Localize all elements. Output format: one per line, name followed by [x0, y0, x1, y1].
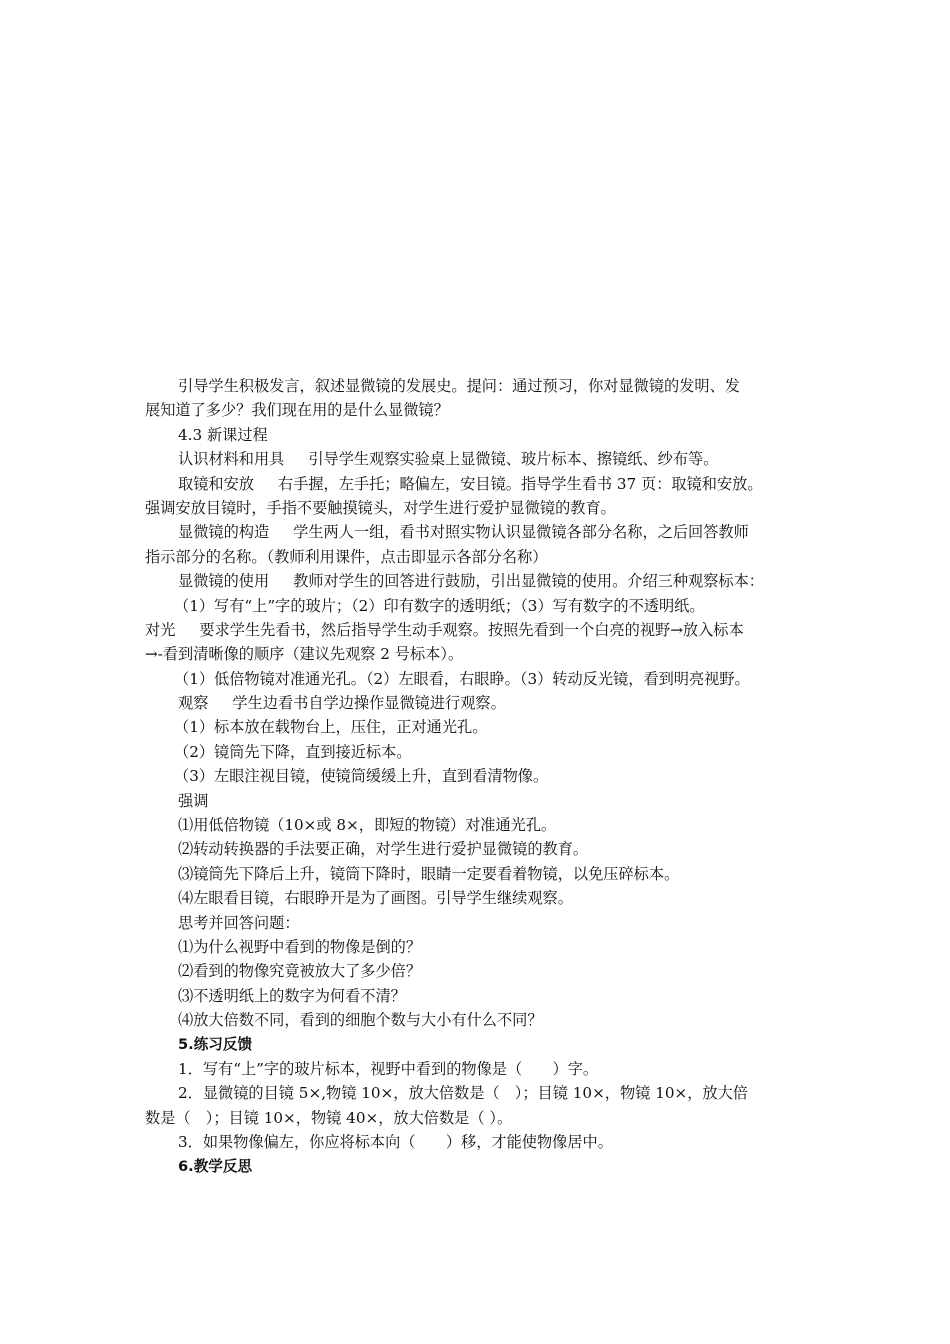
list-item: ⑷左眼看目镜，右眼睁开是为了画图。引导学生继续观察。 — [178, 889, 573, 908]
paragraph-label: 观察 — [178, 694, 209, 713]
list-item: ⑶镜筒先下降后上升，镜筒下降时，眼睛一定要看着物镜，以免压碎标本。 — [178, 864, 680, 883]
exercise-question: 1．写有“上”字的玻片标本，视野中看到的物像是（ ）字。 — [178, 1059, 599, 1078]
list-item: ⑴为什么视野中看到的物像是倒的？ — [178, 937, 421, 956]
exercise-question: 数是（ ）；目镜 10×，物镜 40×，放大倍数是（ ）。 — [145, 1108, 513, 1127]
list-item: ⑵看到的物像究竟被放大了多少倍？ — [178, 962, 421, 981]
intro-line: 引导学生积极发言，叙述显微镜的发展史。提问：通过预习，你对显微镜的发明、发 — [178, 377, 740, 395]
paragraph-label: 思考并回答问题： — [178, 913, 300, 932]
intro-line: 展知道了多少？我们现在用的是什么显微镜？ — [145, 401, 449, 420]
paragraph-text: （1）写有“上”字的玻片；（2）印有数字的透明纸；（3）写有数字的不透明纸。 — [174, 596, 705, 615]
section-heading: 4.3 新课过程 — [178, 425, 268, 444]
paragraph-text: 强调安放目镜时，手指不要触摸镜头，对学生进行爱护显微镜的教育。 — [145, 498, 616, 517]
paragraph-label: 显微镜的使用 — [178, 572, 270, 591]
exercise-question: 2．显微镜的目镜 5×,物镜 10×，放大倍数是（ ）；目镜 10×，物镜 10×，放大倍 — [178, 1084, 748, 1103]
paragraph-text: 教师对学生的回答进行鼓励，引出显微镜的使用。介绍三种观察标本： — [293, 572, 764, 591]
paragraph-label: 显微镜的构造 — [178, 523, 270, 542]
list-item: （1）标本放在载物台上，压住，正对通光孔。 — [174, 718, 488, 737]
document-body — [145, 374, 810, 1179]
list-item: ⑴用低倍物镜（10×或 8×，即短的物镜）对准通光孔。 — [178, 816, 557, 835]
paragraph-text: 引导学生观察实验桌上显微镜、玻片标本、擦镜纸、纱布等。 — [308, 450, 719, 469]
paragraph-text: 右手握，左手托；略偏左，安目镜。指导学生看书 37 页：取镜和安放。 — [277, 474, 763, 493]
paragraph-text: 学生两人一组，看书对照实物认识显微镜各部分名称，之后回答教师 — [293, 523, 749, 542]
list-item: ⑷放大倍数不同，看到的细胞个数与大小有什么不同？ — [178, 1011, 543, 1030]
paragraph-label: 认识材料和用具 — [178, 450, 285, 469]
paragraph-text: （1）低倍物镜对准通光孔。（2）左眼看，右眼睁。（3）转动反光镜，看到明亮视野。 — [174, 669, 750, 688]
exercise-question: 3．如果物像偏左，你应将标本向（ ）移，才能使物像居中。 — [178, 1133, 613, 1152]
paragraph-text: 学生边看书自学边操作显微镜进行观察。 — [232, 694, 506, 713]
paragraph-text: →-看到清晰像的顺序（建议先观察 2 号标本）。 — [145, 645, 464, 664]
paragraph-materials — [145, 447, 810, 471]
list-item: （2）镜筒先下降，直到接近标本。 — [174, 742, 412, 761]
paragraph-text: 指示部分的名称。（教师利用课件，点击即显示各部分名称） — [145, 547, 548, 566]
paragraph-label: 取镜和安放 — [178, 474, 254, 493]
list-item: （3）左眼注视目镜，使镜筒缓缓上升，直到看清物像。 — [174, 767, 549, 786]
paragraph-label: 对光 — [145, 620, 176, 639]
list-item: ⑵转动转换器的手法要正确，对学生进行爱护显微镜的教育。 — [178, 840, 589, 859]
paragraph-take — [145, 472, 810, 496]
section-heading: 6.教学反思 — [178, 1157, 253, 1175]
list-item: ⑶不透明纸上的数字为何看不清？ — [178, 986, 406, 1005]
paragraph-light — [145, 618, 810, 642]
section-heading: 5.练习反馈 — [178, 1035, 253, 1053]
paragraph-text: 要求学生先看书，然后指导学生动手观察。按照先看到一个白亮的视野→放入标本 — [199, 620, 744, 639]
paragraph-structure — [145, 520, 810, 544]
paragraph-label: 强调 — [178, 791, 209, 810]
paragraph-observe — [145, 691, 810, 715]
paragraph-use — [145, 569, 810, 593]
